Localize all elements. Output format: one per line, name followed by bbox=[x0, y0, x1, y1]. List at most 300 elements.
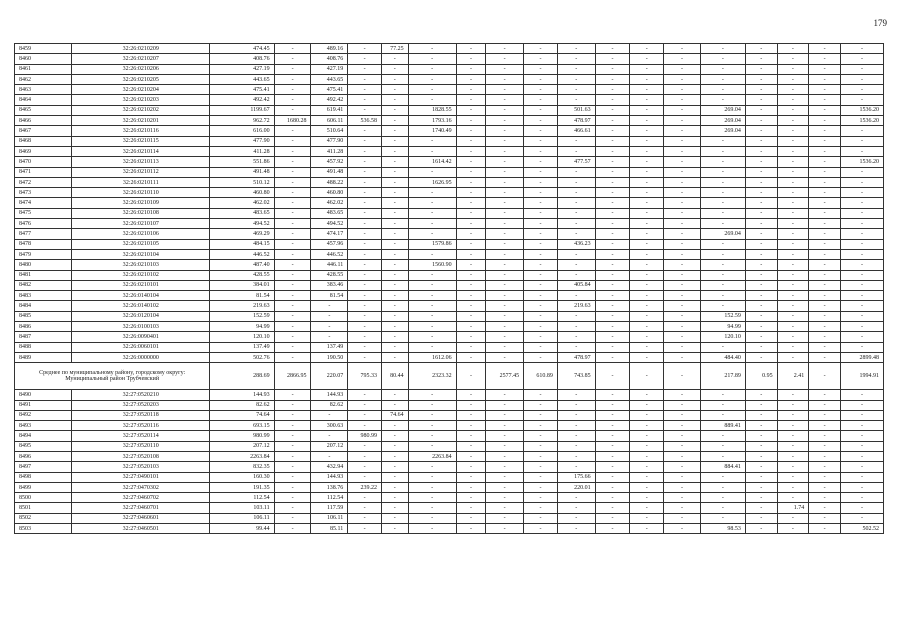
table-row bbox=[15, 291, 884, 301]
value-cell: 2899.48 bbox=[840, 352, 883, 362]
value-cell: - bbox=[456, 105, 486, 115]
value-cell: - bbox=[382, 116, 409, 126]
summary-value-cell: 288.69 bbox=[210, 363, 274, 390]
value-cell: - bbox=[274, 451, 311, 461]
value-cell: - bbox=[486, 116, 524, 126]
value-cell: - bbox=[456, 332, 486, 342]
value-cell: - bbox=[595, 95, 630, 105]
value-cell: - bbox=[456, 291, 486, 301]
value-cell: - bbox=[745, 332, 777, 342]
value-cell: - bbox=[524, 503, 558, 513]
value-cell: - bbox=[348, 157, 382, 167]
value-cell: - bbox=[348, 249, 382, 259]
summary-value-cell: - bbox=[664, 363, 701, 390]
value-cell: - bbox=[524, 441, 558, 451]
value-cell: - bbox=[456, 146, 486, 156]
value-cell: - bbox=[274, 431, 311, 441]
value-cell: 152.59 bbox=[700, 311, 745, 321]
value-cell: - bbox=[809, 167, 841, 177]
value-cell: - bbox=[557, 167, 595, 177]
value-cell: - bbox=[777, 332, 809, 342]
value-cell: - bbox=[274, 229, 311, 239]
value-cell: - bbox=[700, 249, 745, 259]
value-cell: - bbox=[382, 188, 409, 198]
value-cell: - bbox=[408, 421, 456, 431]
row-number: 8473 bbox=[15, 188, 72, 198]
value-cell: 475.41 bbox=[210, 85, 274, 95]
value-cell: 428.55 bbox=[210, 270, 274, 280]
value-cell: 269.04 bbox=[700, 105, 745, 115]
value-cell: - bbox=[486, 291, 524, 301]
value-cell: - bbox=[630, 482, 664, 492]
value-cell: - bbox=[809, 352, 841, 362]
value-cell: - bbox=[700, 400, 745, 410]
value-cell: - bbox=[700, 260, 745, 270]
value-cell: 483.65 bbox=[311, 208, 348, 218]
value-cell: 2263.84 bbox=[210, 451, 274, 461]
value-cell: - bbox=[630, 431, 664, 441]
value-cell: - bbox=[408, 400, 456, 410]
value-cell: - bbox=[456, 513, 486, 523]
value-cell: - bbox=[630, 421, 664, 431]
value-cell: - bbox=[700, 208, 745, 218]
row-number: 8496 bbox=[15, 451, 72, 461]
value-cell: - bbox=[664, 239, 701, 249]
value-cell: - bbox=[630, 451, 664, 461]
value-cell: - bbox=[274, 441, 311, 451]
value-cell: - bbox=[630, 311, 664, 321]
table-row bbox=[15, 524, 884, 534]
value-cell: - bbox=[348, 270, 382, 280]
value-cell: - bbox=[745, 342, 777, 352]
value-cell: 492.42 bbox=[311, 95, 348, 105]
row-number: 8468 bbox=[15, 136, 72, 146]
value-cell: - bbox=[408, 503, 456, 513]
cadastral-quarter: 32:26:0120104 bbox=[72, 311, 210, 321]
value-cell: - bbox=[809, 74, 841, 84]
value-cell: - bbox=[557, 291, 595, 301]
value-cell: - bbox=[486, 219, 524, 229]
value-cell: - bbox=[745, 280, 777, 290]
value-cell: - bbox=[382, 74, 409, 84]
value-cell: - bbox=[456, 260, 486, 270]
value-cell: - bbox=[408, 229, 456, 239]
value-cell: - bbox=[840, 513, 883, 523]
value-cell: - bbox=[524, 524, 558, 534]
value-cell: - bbox=[664, 482, 701, 492]
row-number: 8486 bbox=[15, 322, 72, 332]
value-cell: - bbox=[664, 136, 701, 146]
value-cell: - bbox=[274, 177, 311, 187]
value-cell: - bbox=[524, 229, 558, 239]
value-cell: 1828.55 bbox=[408, 105, 456, 115]
value-cell: - bbox=[557, 410, 595, 420]
value-cell: - bbox=[456, 524, 486, 534]
value-cell: - bbox=[486, 208, 524, 218]
row-number: 8502 bbox=[15, 513, 72, 523]
value-cell: - bbox=[348, 410, 382, 420]
row-number: 8483 bbox=[15, 291, 72, 301]
value-cell: - bbox=[408, 136, 456, 146]
value-cell: - bbox=[486, 229, 524, 239]
cadastral-quarter: 32:26:0210101 bbox=[72, 280, 210, 290]
summary-value-cell: 1994.91 bbox=[840, 363, 883, 390]
value-cell: - bbox=[348, 332, 382, 342]
value-cell: - bbox=[745, 322, 777, 332]
value-cell: - bbox=[630, 64, 664, 74]
value-cell: - bbox=[809, 493, 841, 503]
value-cell: 491.48 bbox=[210, 167, 274, 177]
value-cell: - bbox=[274, 95, 311, 105]
value-cell: 144.93 bbox=[210, 390, 274, 400]
value-cell: - bbox=[524, 64, 558, 74]
row-number: 8465 bbox=[15, 105, 72, 115]
data-table bbox=[14, 43, 884, 534]
value-cell: - bbox=[777, 44, 809, 54]
value-cell: - bbox=[664, 352, 701, 362]
summary-value-cell: - bbox=[630, 363, 664, 390]
value-cell: - bbox=[809, 421, 841, 431]
value-cell: 502.52 bbox=[840, 524, 883, 534]
value-cell: - bbox=[630, 390, 664, 400]
value-cell: - bbox=[777, 208, 809, 218]
value-cell: 477.57 bbox=[557, 157, 595, 167]
value-cell: - bbox=[382, 229, 409, 239]
value-cell: - bbox=[486, 64, 524, 74]
value-cell: - bbox=[557, 219, 595, 229]
value-cell: - bbox=[809, 126, 841, 136]
value-cell: - bbox=[664, 64, 701, 74]
value-cell: - bbox=[408, 322, 456, 332]
value-cell: 411.28 bbox=[311, 146, 348, 156]
value-cell: - bbox=[486, 503, 524, 513]
value-cell: - bbox=[311, 451, 348, 461]
value-cell: 474.45 bbox=[210, 44, 274, 54]
summary-value-cell: 795.33 bbox=[348, 363, 382, 390]
value-cell: - bbox=[524, 431, 558, 441]
table-row bbox=[15, 431, 884, 441]
table-row bbox=[15, 270, 884, 280]
cadastral-quarter: 32:26:0210204 bbox=[72, 85, 210, 95]
value-cell: - bbox=[408, 74, 456, 84]
value-cell: - bbox=[630, 441, 664, 451]
value-cell: - bbox=[777, 249, 809, 259]
value-cell: - bbox=[777, 400, 809, 410]
value-cell: 616.00 bbox=[210, 126, 274, 136]
value-cell: - bbox=[700, 85, 745, 95]
value-cell: - bbox=[524, 421, 558, 431]
value-cell: - bbox=[777, 229, 809, 239]
value-cell: - bbox=[382, 400, 409, 410]
value-cell: - bbox=[595, 74, 630, 84]
value-cell: 466.61 bbox=[557, 126, 595, 136]
value-cell: 220.01 bbox=[557, 482, 595, 492]
value-cell: - bbox=[557, 64, 595, 74]
value-cell: - bbox=[524, 188, 558, 198]
cadastral-quarter: 32:26:0060101 bbox=[72, 342, 210, 352]
value-cell: 432.94 bbox=[311, 462, 348, 472]
value-cell: - bbox=[348, 54, 382, 64]
value-cell: - bbox=[664, 311, 701, 321]
value-cell: - bbox=[274, 85, 311, 95]
value-cell: - bbox=[630, 74, 664, 84]
value-cell: - bbox=[382, 167, 409, 177]
summary-value-cell: 2866.95 bbox=[274, 363, 311, 390]
value-cell: - bbox=[456, 54, 486, 64]
value-cell: - bbox=[348, 136, 382, 146]
value-cell: - bbox=[777, 239, 809, 249]
value-cell: - bbox=[382, 291, 409, 301]
summary-value-cell: 2.41 bbox=[777, 363, 809, 390]
value-cell: - bbox=[840, 280, 883, 290]
value-cell: - bbox=[408, 493, 456, 503]
value-cell: - bbox=[274, 301, 311, 311]
value-cell: - bbox=[595, 260, 630, 270]
value-cell: - bbox=[382, 239, 409, 249]
value-cell: - bbox=[840, 74, 883, 84]
value-cell: - bbox=[557, 400, 595, 410]
value-cell: 551.86 bbox=[210, 157, 274, 167]
value-cell: - bbox=[557, 146, 595, 156]
value-cell: - bbox=[745, 270, 777, 280]
value-cell: - bbox=[777, 85, 809, 95]
value-cell: - bbox=[456, 188, 486, 198]
value-cell: - bbox=[630, 270, 664, 280]
value-cell: - bbox=[456, 229, 486, 239]
table-row bbox=[15, 74, 884, 84]
value-cell: - bbox=[840, 44, 883, 54]
value-cell: - bbox=[700, 431, 745, 441]
row-number: 8492 bbox=[15, 410, 72, 420]
value-cell: - bbox=[456, 472, 486, 482]
value-cell: - bbox=[486, 513, 524, 523]
cadastral-quarter: 32:26:0210206 bbox=[72, 64, 210, 74]
value-cell: 484.15 bbox=[210, 239, 274, 249]
value-cell: - bbox=[809, 451, 841, 461]
value-cell: - bbox=[777, 493, 809, 503]
table-row bbox=[15, 85, 884, 95]
value-cell: - bbox=[595, 332, 630, 342]
value-cell: - bbox=[809, 462, 841, 472]
summary-value-cell: 2577.45 bbox=[486, 363, 524, 390]
value-cell: - bbox=[524, 167, 558, 177]
value-cell: - bbox=[700, 219, 745, 229]
value-cell: 1614.42 bbox=[408, 157, 456, 167]
value-cell: - bbox=[595, 177, 630, 187]
value-cell: 81.54 bbox=[210, 291, 274, 301]
value-cell: 269.04 bbox=[700, 229, 745, 239]
value-cell: - bbox=[486, 249, 524, 259]
value-cell: - bbox=[595, 311, 630, 321]
value-cell: - bbox=[777, 260, 809, 270]
value-cell: - bbox=[382, 332, 409, 342]
value-cell: 483.65 bbox=[210, 208, 274, 218]
value-cell: - bbox=[595, 54, 630, 64]
value-cell: - bbox=[809, 64, 841, 74]
value-cell: - bbox=[348, 503, 382, 513]
value-cell: - bbox=[486, 493, 524, 503]
value-cell: 106.11 bbox=[311, 513, 348, 523]
value-cell: - bbox=[630, 188, 664, 198]
value-cell: - bbox=[745, 493, 777, 503]
value-cell: - bbox=[664, 95, 701, 105]
value-cell: - bbox=[630, 167, 664, 177]
value-cell: 1579.86 bbox=[408, 239, 456, 249]
value-cell: - bbox=[745, 219, 777, 229]
value-cell: - bbox=[456, 410, 486, 420]
value-cell: - bbox=[840, 95, 883, 105]
value-cell: - bbox=[348, 74, 382, 84]
row-number: 8501 bbox=[15, 503, 72, 513]
value-cell: - bbox=[630, 44, 664, 54]
value-cell: 120.10 bbox=[210, 332, 274, 342]
value-cell: 1680.28 bbox=[274, 116, 311, 126]
row-number: 8494 bbox=[15, 431, 72, 441]
value-cell: - bbox=[274, 342, 311, 352]
value-cell: - bbox=[524, 301, 558, 311]
cadastral-quarter: 32:26:0100103 bbox=[72, 322, 210, 332]
cadastral-quarter: 32:26:0140104 bbox=[72, 291, 210, 301]
value-cell: 1612.06 bbox=[408, 352, 456, 362]
value-cell: - bbox=[700, 188, 745, 198]
value-cell: - bbox=[840, 493, 883, 503]
value-cell: 191.35 bbox=[210, 482, 274, 492]
value-cell: 81.54 bbox=[311, 291, 348, 301]
row-number: 8487 bbox=[15, 332, 72, 342]
value-cell: - bbox=[486, 157, 524, 167]
value-cell: - bbox=[700, 177, 745, 187]
value-cell: - bbox=[630, 239, 664, 249]
value-cell: - bbox=[274, 472, 311, 482]
value-cell: 190.50 bbox=[311, 352, 348, 362]
value-cell: - bbox=[486, 54, 524, 64]
value-cell: 494.52 bbox=[210, 219, 274, 229]
value-cell: - bbox=[809, 513, 841, 523]
value-cell: 478.97 bbox=[557, 352, 595, 362]
value-cell: - bbox=[595, 342, 630, 352]
value-cell: - bbox=[348, 390, 382, 400]
value-cell: - bbox=[777, 105, 809, 115]
value-cell: - bbox=[630, 126, 664, 136]
value-cell: - bbox=[456, 462, 486, 472]
value-cell: - bbox=[664, 157, 701, 167]
value-cell: - bbox=[745, 513, 777, 523]
value-cell: - bbox=[664, 451, 701, 461]
value-cell: - bbox=[274, 74, 311, 84]
table-row bbox=[15, 54, 884, 64]
table-row bbox=[15, 198, 884, 208]
value-cell: - bbox=[274, 332, 311, 342]
row-number: 8500 bbox=[15, 493, 72, 503]
value-cell: - bbox=[348, 421, 382, 431]
value-cell: - bbox=[700, 74, 745, 84]
value-cell: - bbox=[408, 188, 456, 198]
value-cell: - bbox=[595, 188, 630, 198]
value-cell: - bbox=[809, 157, 841, 167]
value-cell: 460.80 bbox=[311, 188, 348, 198]
value-cell: - bbox=[809, 311, 841, 321]
value-cell: - bbox=[456, 239, 486, 249]
row-number: 8497 bbox=[15, 462, 72, 472]
value-cell: - bbox=[456, 64, 486, 74]
value-cell: 239.22 bbox=[348, 482, 382, 492]
value-cell: - bbox=[524, 249, 558, 259]
value-cell: 106.11 bbox=[210, 513, 274, 523]
value-cell: - bbox=[809, 219, 841, 229]
value-cell: - bbox=[524, 482, 558, 492]
value-cell: - bbox=[840, 332, 883, 342]
value-cell: - bbox=[557, 322, 595, 332]
value-cell: - bbox=[456, 431, 486, 441]
value-cell: - bbox=[595, 410, 630, 420]
value-cell: 103.11 bbox=[210, 503, 274, 513]
value-cell: 475.41 bbox=[311, 85, 348, 95]
value-cell: - bbox=[700, 472, 745, 482]
value-cell: - bbox=[274, 105, 311, 115]
value-cell: - bbox=[809, 410, 841, 420]
value-cell: - bbox=[456, 167, 486, 177]
value-cell: - bbox=[840, 441, 883, 451]
value-cell: - bbox=[595, 64, 630, 74]
value-cell: - bbox=[809, 400, 841, 410]
value-cell: - bbox=[408, 482, 456, 492]
value-cell: - bbox=[486, 482, 524, 492]
value-cell: - bbox=[777, 116, 809, 126]
value-cell: - bbox=[595, 280, 630, 290]
row-number: 8490 bbox=[15, 390, 72, 400]
value-cell: - bbox=[745, 421, 777, 431]
value-cell: - bbox=[664, 188, 701, 198]
value-cell: 484.40 bbox=[700, 352, 745, 362]
value-cell: - bbox=[630, 157, 664, 167]
value-cell: 269.04 bbox=[700, 126, 745, 136]
cadastral-quarter: 32:27:0490101 bbox=[72, 472, 210, 482]
value-cell: - bbox=[595, 44, 630, 54]
value-cell: - bbox=[524, 270, 558, 280]
value-cell: - bbox=[595, 85, 630, 95]
value-cell: - bbox=[486, 524, 524, 534]
value-cell: - bbox=[486, 260, 524, 270]
value-cell: 477.90 bbox=[311, 136, 348, 146]
value-cell: - bbox=[595, 451, 630, 461]
value-cell: - bbox=[809, 95, 841, 105]
value-cell: - bbox=[408, 219, 456, 229]
value-cell: 219.63 bbox=[210, 301, 274, 311]
value-cell: - bbox=[664, 85, 701, 95]
value-cell: - bbox=[557, 311, 595, 321]
value-cell: - bbox=[700, 451, 745, 461]
value-cell: - bbox=[745, 105, 777, 115]
cadastral-quarter: 32:26:0210104 bbox=[72, 249, 210, 259]
value-cell: 144.93 bbox=[311, 472, 348, 482]
value-cell: - bbox=[745, 167, 777, 177]
value-cell: - bbox=[745, 301, 777, 311]
value-cell: - bbox=[595, 208, 630, 218]
value-cell: - bbox=[408, 441, 456, 451]
row-number: 8495 bbox=[15, 441, 72, 451]
value-cell: - bbox=[408, 249, 456, 259]
value-cell: - bbox=[486, 322, 524, 332]
value-cell: - bbox=[274, 198, 311, 208]
value-cell: - bbox=[408, 44, 456, 54]
value-cell: - bbox=[700, 198, 745, 208]
value-cell: 427.19 bbox=[311, 64, 348, 74]
value-cell: 94.99 bbox=[210, 322, 274, 332]
value-cell: - bbox=[382, 482, 409, 492]
value-cell: - bbox=[664, 54, 701, 64]
table-body-lower bbox=[15, 390, 884, 534]
value-cell: - bbox=[595, 136, 630, 146]
